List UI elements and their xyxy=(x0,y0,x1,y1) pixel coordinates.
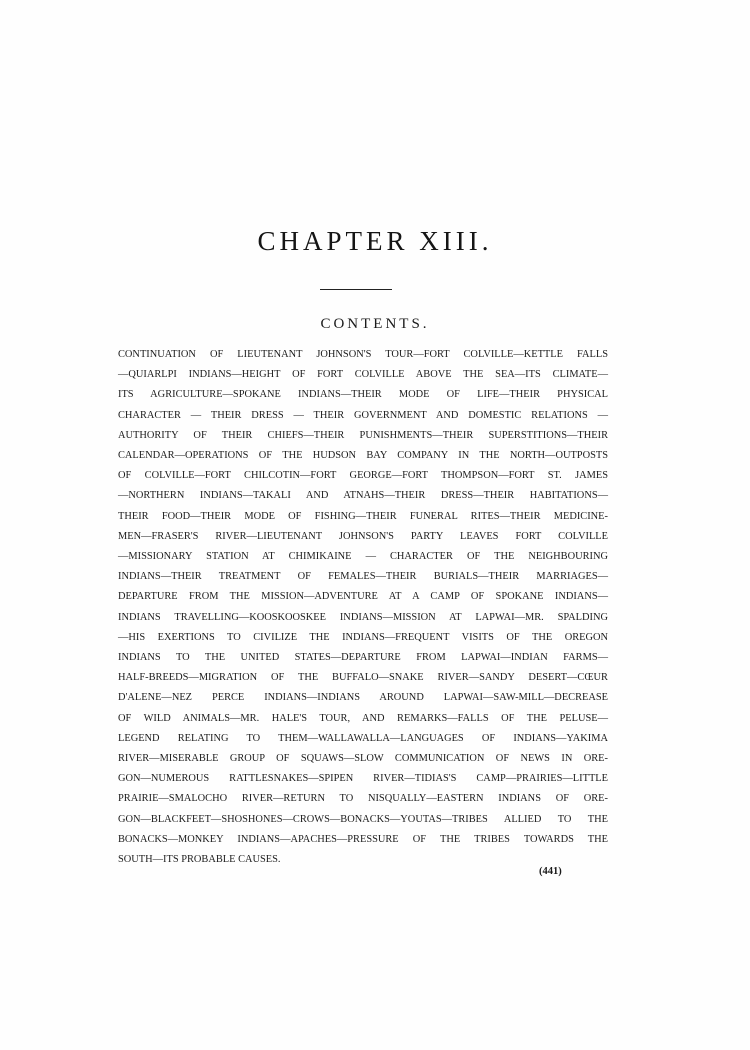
contents-line: AUTHORITY OF THEIR CHIEFS—THEIR PUNISHMENTS—THEIR SUPERSTITIONS—THEIR xyxy=(118,429,608,441)
contents-line: CONTINUATION OF LIEUTENANT JOHNSON'S TOUR—FORT COLVILLE—KETTLE FALLS xyxy=(118,349,608,360)
title-divider xyxy=(320,289,392,290)
contents-line: GON—BLACKFEET—SHOSHONES—CROWS—BONACKS—YOUTAS—TRIBES ALLIED TO THE xyxy=(118,813,608,825)
chapter-title: CHAPTER XIII. xyxy=(257,226,493,256)
contents-line: DEPARTURE FROM THE MISSION—ADVENTURE AT A CAMP OF SPOKANE INDIANS— xyxy=(118,591,608,603)
contents-line: MEN—FRASER'S RIVER—LIEUTENANT JOHNSON'S PARTY LEAVES FORT COLVILLE xyxy=(118,530,608,542)
contents-heading: CONTENTS. xyxy=(320,316,430,332)
contents-line: CHARACTER — THEIR DRESS — THEIR GOVERNMENT AND DOMESTIC RELATIONS — xyxy=(118,409,608,421)
contents-line: INDIANS TRAVELLING—KOOSKOOSKEE INDIANS—MISSION AT LAPWAI—MR. SPALDING xyxy=(118,611,608,623)
contents-line: RIVER—MISERABLE GROUP OF SQUAWS—SLOW COMMUNICATION OF NEWS IN ORE- xyxy=(118,753,608,765)
contents-line: INDIANS TO THE UNITED STATES—DEPARTURE FROM LAPWAI—INDIAN FARMS— xyxy=(118,652,608,664)
contents-line: OF COLVILLE—FORT CHILCOTIN—FORT GEORGE—FORT THOMPSON—FORT ST. JAMES xyxy=(118,470,608,482)
contents-line: OF WILD ANIMALS—MR. HALE'S TOUR, AND REMARKS—FALLS OF THE PELUSE— xyxy=(118,712,608,724)
contents-line: LEGEND RELATING TO THEM—WALLAWALLA—LANGUAGES OF INDIANS—YAKIMA xyxy=(118,732,608,744)
contents-line: GON—NUMEROUS RATTLESNAKES—SPIPEN RIVER—TIDIAS'S CAMP—PRAIRIES—LITTLE xyxy=(118,773,608,785)
contents-line: INDIANS—THEIR TREATMENT OF FEMALES—THEIR BURIALS—THEIR MARRIAGES— xyxy=(118,571,608,583)
contents-line: —NORTHERN INDIANS—TAKALI AND ATNAHS—THEIR DRESS—THEIR HABITATIONS— xyxy=(118,490,608,502)
contents-line: —HIS EXERTIONS TO CIVILIZE THE INDIANS—FREQUENT VISITS OF THE OREGON xyxy=(118,631,608,643)
contents-line: —QUIARLPI INDIANS—HEIGHT OF FORT COLVILLE ABOVE THE SEA—ITS CLIMATE— xyxy=(118,369,608,381)
contents-line: PRAIRIE—SMALOCHO RIVER—RETURN TO NISQUALLY—EASTERN INDIANS OF ORE- xyxy=(118,793,608,805)
contents-line: SOUTH—ITS PROBABLE CAUSES. xyxy=(118,854,281,866)
contents-line: —MISSIONARY STATION AT CHIMIKAINE — CHARACTER OF THE NEIGHBOURING xyxy=(118,551,608,563)
contents-line: THEIR FOOD—THEIR MODE OF FISHING—THEIR FUNERAL RITES—THEIR MEDICINE- xyxy=(118,510,608,522)
contents-summary xyxy=(118,345,608,870)
contents-line: D'ALENE—NEZ PERCE INDIANS—INDIANS AROUND LAPWAI—SAW-MILL—DECREASE xyxy=(118,692,608,704)
contents-line: BONACKS—MONKEY INDIANS—APACHES—PRESSURE OF THE TRIBES TOWARDS THE xyxy=(118,833,608,845)
contents-line: HALF-BREEDS—MIGRATION OF THE BUFFALO—SNAKE RIVER—SANDY DESERT—CŒUR xyxy=(118,672,608,684)
contents-line: ITS AGRICULTURE—SPOKANE INDIANS—THEIR MODE OF LIFE—THEIR PHYSICAL xyxy=(118,389,608,401)
contents-line: CALENDAR—OPERATIONS OF THE HUDSON BAY COMPANY IN THE NORTH—OUTPOSTS xyxy=(118,450,608,462)
page-number: (441) xyxy=(539,866,562,877)
